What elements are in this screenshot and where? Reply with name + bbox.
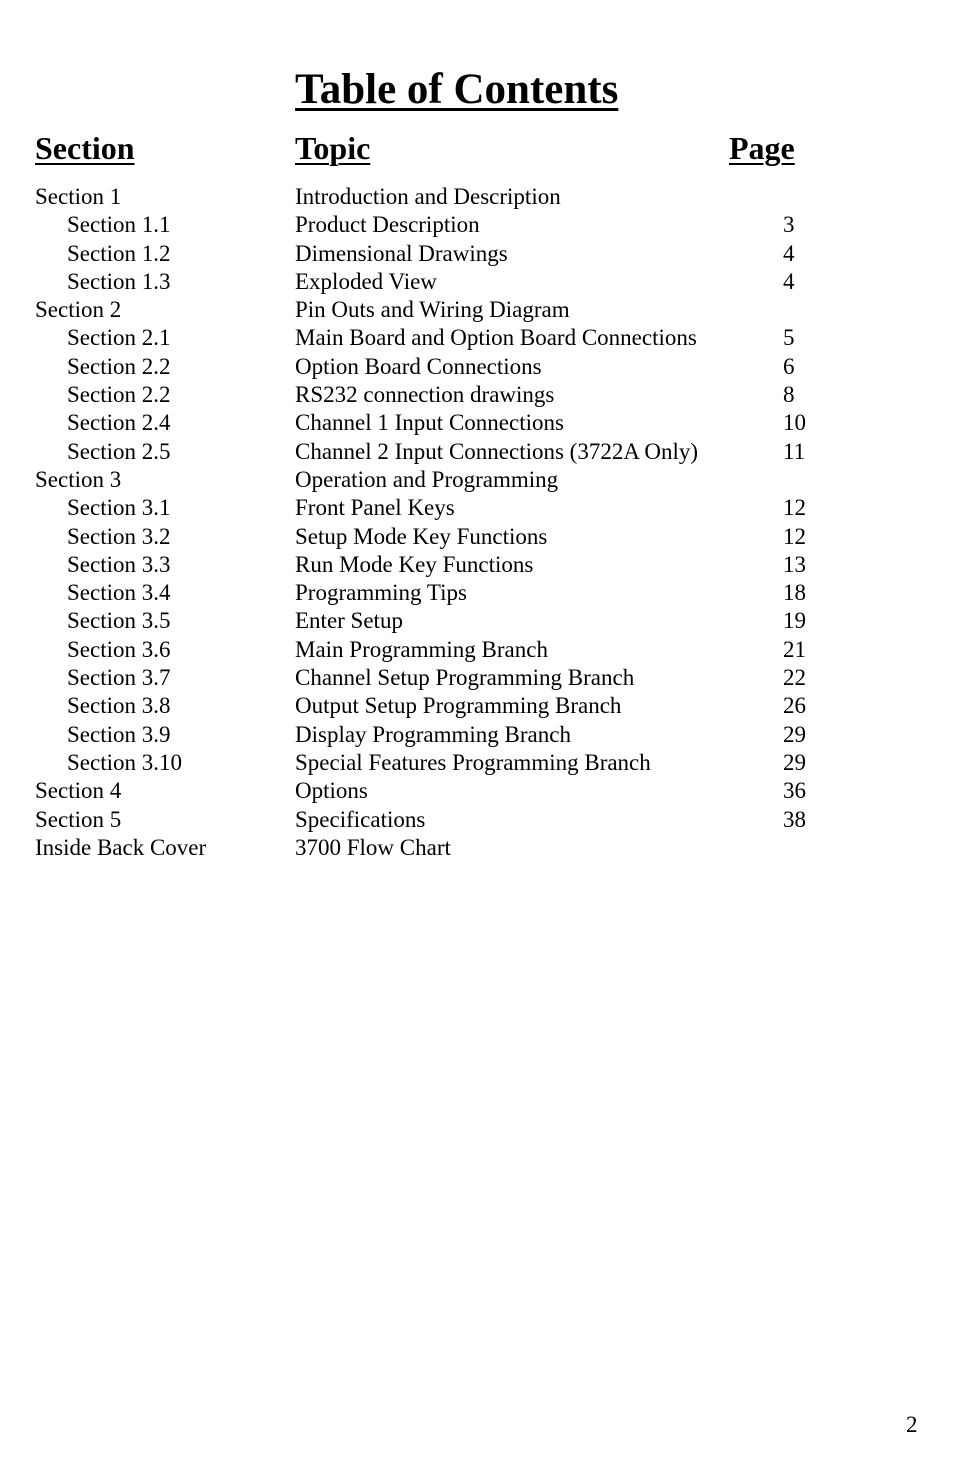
toc-topic: Setup Mode Key Functions [295,523,548,549]
toc-section-label: Section 5 [35,806,122,832]
toc-page-number: 18 [783,580,806,606]
toc-section-label: Section 2.4 [67,410,171,436]
toc-section-label: Section 3.2 [67,523,171,549]
toc-topic: Introduction and Description [295,184,561,209]
toc-row [0,636,954,664]
toc-page-number: 3 [783,212,795,238]
toc-page-number: 8 [783,382,795,408]
toc-row [0,240,954,268]
toc-topic: 3700 Flow Chart [295,834,451,860]
toc-page-number: 12 [783,523,806,549]
toc-section-label: Section 3.6 [67,636,171,662]
toc-topic: Run Mode Key Functions [295,551,534,577]
toc-row [0,438,954,466]
toc-row [0,834,954,862]
column-header-page: Page [729,130,795,166]
toc-topic: Main Board and Option Board Connections [295,325,697,351]
toc-row [0,324,954,352]
toc-page-number: 38 [783,806,806,832]
toc-page-number: 4 [783,268,795,294]
toc-row [0,466,954,494]
toc-page-number: 12 [783,495,806,521]
toc-page-number: 19 [783,608,806,634]
toc-page-number: 21 [783,636,806,662]
toc-section-label: Section 1 [35,184,122,209]
toc-topic: Special Features Programming Branch [295,749,651,775]
toc-page-number: 10 [783,410,806,436]
toc-row [0,664,954,692]
toc-row [0,692,954,720]
toc-row [0,551,954,579]
toc-topic: Display Programming Branch [295,721,571,747]
toc-topic: Channel Setup Programming Branch [295,665,635,691]
toc-topic: Specifications [295,806,426,832]
toc-page-number: 5 [783,325,795,351]
toc-row [0,721,954,749]
toc-section-label: Section 4 [35,778,122,804]
toc-row [0,183,954,211]
toc-row [0,494,954,522]
column-header-section: Section [35,130,135,166]
toc-topic: Pin Outs and Wiring Diagram [295,297,570,323]
toc-topic: Output Setup Programming Branch [295,693,622,719]
toc-section-label: Inside Back Cover [35,834,207,860]
toc-page-number: 4 [783,240,795,266]
toc-page-number: 11 [783,438,806,464]
toc-topic: Exploded View [295,268,437,294]
toc-section-label: Section 3.1 [67,495,171,521]
toc-topic: RS232 connection drawings [295,382,555,408]
toc-topic: Option Board Connections [295,353,542,379]
toc-page-number: 6 [783,353,795,379]
page-number: 2 [906,1412,918,1437]
toc-page-number: 26 [783,693,806,719]
toc-row [0,777,954,805]
toc-section-label: Section 3.8 [67,693,171,719]
toc-page-number: 22 [783,665,806,691]
toc-section-label: Section 3.10 [67,749,182,775]
toc-topic: Product Description [295,212,480,238]
toc-page-number: 13 [783,551,806,577]
page-title: Table of Contents [295,66,619,113]
toc-row [0,211,954,239]
toc-section-label: Section 3.5 [67,608,171,634]
toc-topic: Front Panel Keys [295,495,455,521]
toc-section-label: Section 2.2 [67,382,171,408]
toc-section-label: Section 2 [35,297,122,323]
toc-section-label: Section 3.4 [67,580,171,606]
toc-row [0,607,954,635]
toc-row [0,579,954,607]
toc-row [0,296,954,324]
toc-topic: Dimensional Drawings [295,240,508,266]
toc-topic: Main Programming Branch [295,636,548,662]
toc-section-label: Section 1.1 [67,212,171,238]
toc-section-label: Section 3.7 [67,665,171,691]
toc-section-label: Section 3.9 [67,721,171,747]
toc-topic: Programming Tips [295,580,467,606]
toc-list [0,183,954,862]
toc-row [0,381,954,409]
toc-section-label: Section 3.3 [67,551,171,577]
toc-row [0,749,954,777]
column-header-topic: Topic [295,130,371,166]
toc-topic: Channel 2 Input Connections (3722A Only) [295,438,699,464]
toc-section-label: Section 2.2 [67,353,171,379]
toc-section-label: Section 1.2 [67,240,171,266]
toc-row [0,268,954,296]
toc-section-label: Section 2.5 [67,438,171,464]
toc-section-label: Section 2.1 [67,325,171,351]
toc-section-label: Section 3 [35,466,122,492]
toc-row [0,523,954,551]
toc-topic: Operation and Programming [295,466,559,492]
toc-row [0,806,954,834]
toc-topic: Options [295,778,368,804]
toc-topic: Enter Setup [295,608,403,634]
toc-topic: Channel 1 Input Connections [295,410,564,436]
toc-page-number: 29 [783,749,806,775]
toc-row [0,353,954,381]
toc-row [0,409,954,437]
toc-page-number: 36 [783,778,806,804]
toc-page-number: 29 [783,721,806,747]
toc-section-label: Section 1.3 [67,268,171,294]
